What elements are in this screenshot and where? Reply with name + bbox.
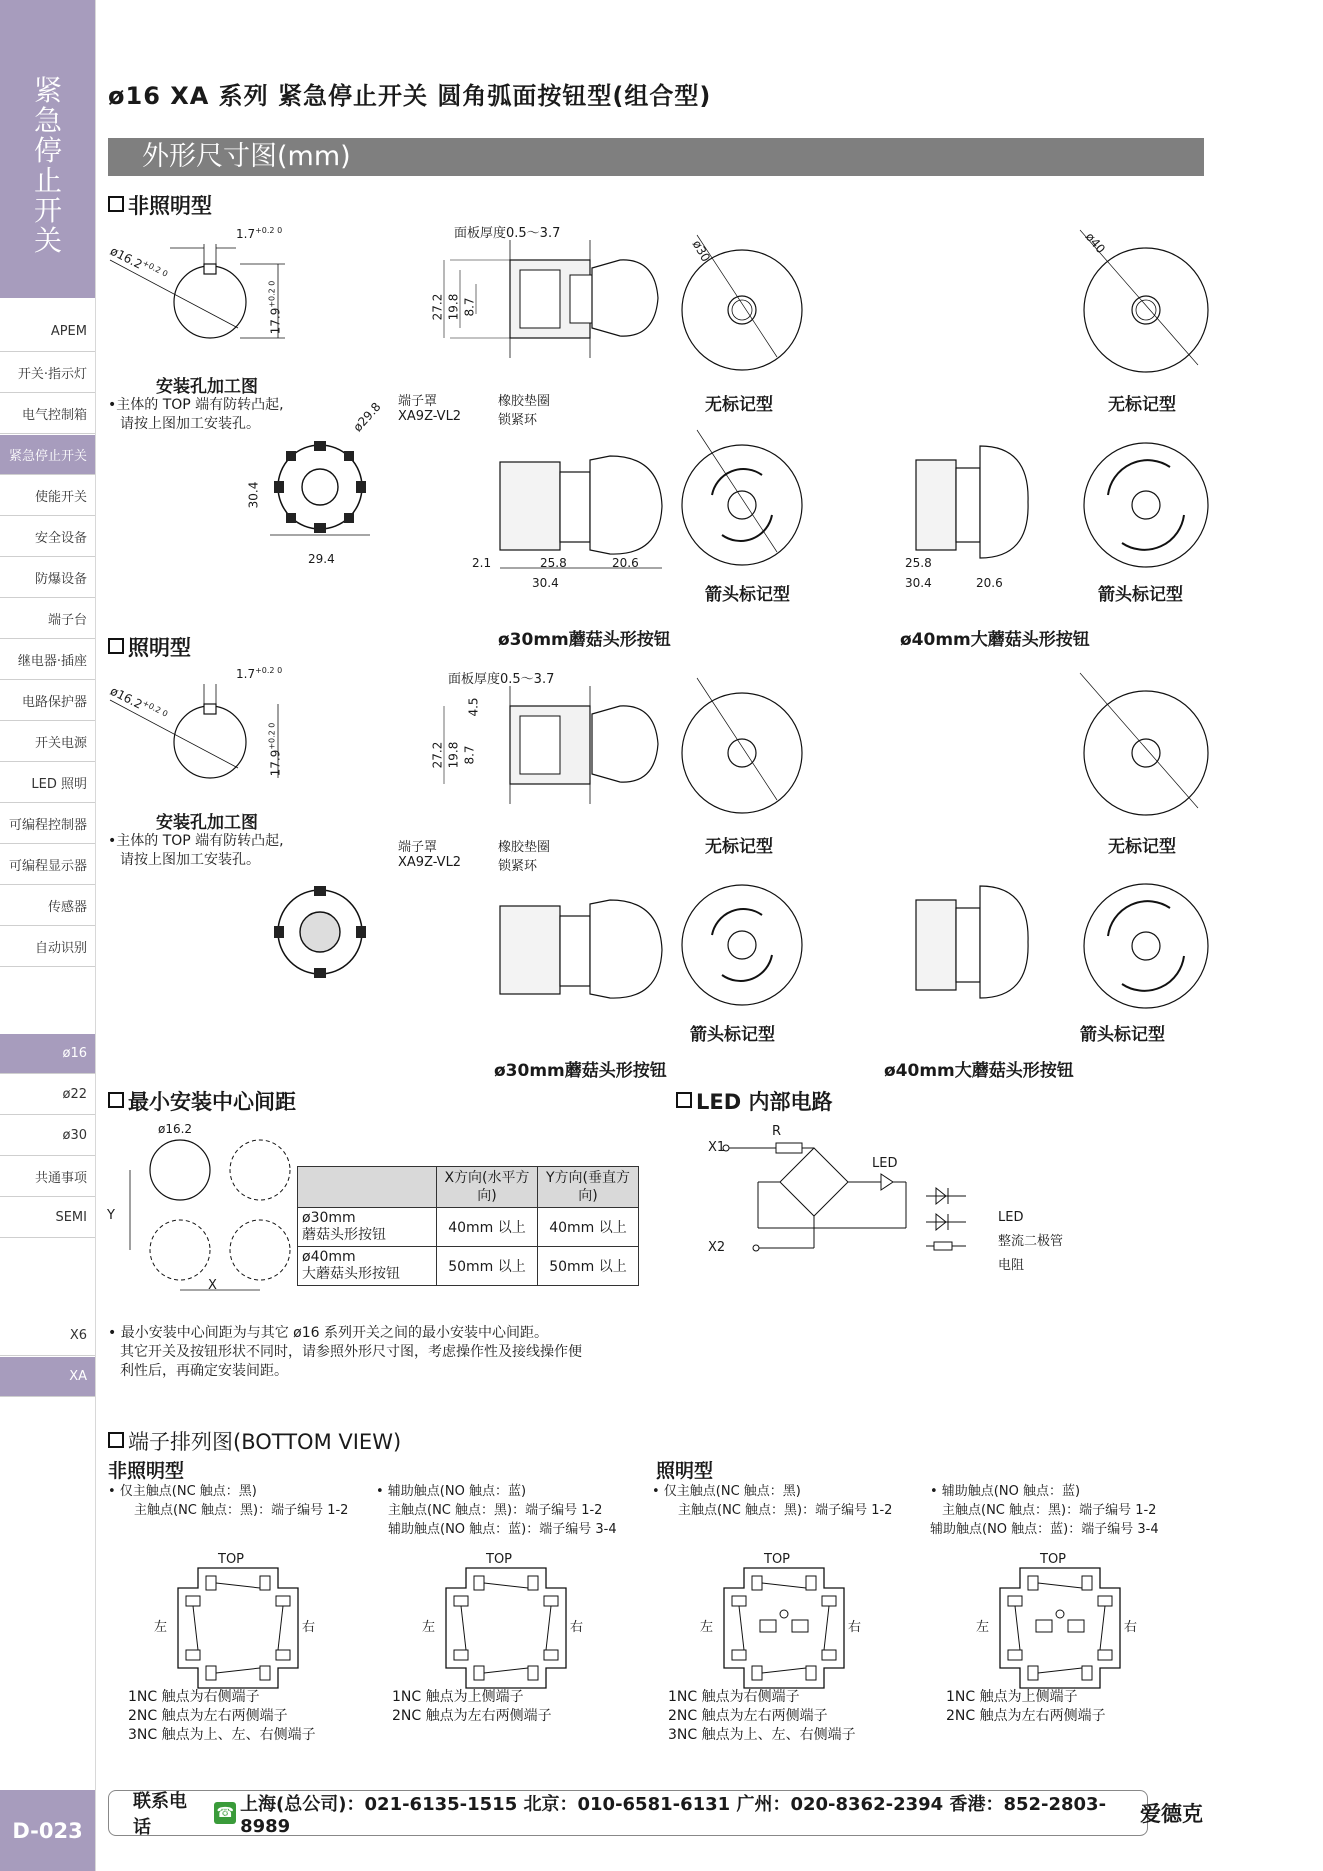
dim-illum-side-0: 4.5 [466, 697, 481, 717]
sidebar-item[interactable]: 传感器 [0, 886, 95, 926]
dim-hole-height: $17.9^{+0.2 0}$ [267, 280, 283, 335]
page-number: D-023 [0, 1790, 95, 1871]
sidebar-item[interactable]: 紧急停止开关 [0, 435, 95, 475]
terminal-notes-3: 1NC 触点为右侧端子 2NC 触点为左右两侧端子 3NC 触点为上、左、右侧端子 [668, 1689, 856, 1743]
terminal-right-label: 右 [570, 1620, 584, 1635]
spacing-x-label: X [208, 1278, 217, 1293]
sidebar-item[interactable]: 电路保护器 [0, 681, 95, 721]
panel-thickness-illum: 面板厚度0.5〜3.7 [448, 672, 555, 687]
terminal-notes-4: 1NC 触点为上侧端子 2NC 触点为左右两侧端子 [946, 1689, 1106, 1724]
sidebar-item[interactable]: 安全设备 [0, 517, 95, 557]
dim-40-len-3: 20.6 [976, 576, 1003, 590]
sidebar-item[interactable]: 自动识别 [0, 927, 95, 967]
dim-hole-height-illum: $17.9^{+0.2 0}$ [267, 722, 283, 777]
section-bar: 外形尺寸图(mm) [108, 138, 1204, 176]
heading-terminal: 端子排列图(BOTTOM VIEW) [108, 1426, 401, 1456]
sidebar-item[interactable]: 开关电源 [0, 722, 95, 762]
terminal-desc-2: • 辅助触点(NO 触点：蓝) 主触点(NC 触点：黑)：端子编号 1-2 辅助触点(NO 触点：蓝)：端子编号 3-4 [376, 1484, 617, 1537]
table-row: ø40mm 大蘑菇头形按钮 50mm 以上 50mm 以上 [298, 1247, 639, 1286]
terminal-right-label: 右 [1124, 1620, 1138, 1635]
panel-thickness: 面板厚度0.5〜3.7 [454, 226, 561, 241]
dim-illum-side-1: 27.2 [430, 741, 445, 769]
sidebar-series-item[interactable]: X6 [0, 1316, 95, 1356]
sidebar-item[interactable]: 可编程控制器 [0, 804, 95, 844]
label-arrow-mark-30: 箭头标记型 [705, 585, 790, 605]
spacing-table [297, 1166, 639, 1286]
circuit-r: R [772, 1124, 782, 1139]
sidebar-size-item[interactable]: 共通事项 [0, 1157, 95, 1197]
dim-side-1: 27.2 [430, 293, 445, 321]
sidebar-category-title: 紧急停止开关 [33, 74, 62, 257]
hole-caption-illum: 安装孔加工图 [156, 813, 258, 833]
dim-d40: ø40 [1082, 229, 1108, 257]
led-circuit-diagram [706, 1128, 1006, 1278]
button-40-arrow-mark [1068, 425, 1228, 585]
dim-illum-side-2: 19.8 [446, 741, 461, 769]
button-30-no-mark [692, 245, 832, 385]
terminal-desc-4: • 辅助触点(NO 触点：蓝) 主触点(NC 触点：黑)：端子编号 1-2 辅助触点(NO 触点：蓝)：端子编号 3-4 [930, 1484, 1159, 1537]
sidebar-item[interactable]: 使能开关 [0, 476, 95, 516]
terminal-desc-3: • 仅主触点(NC 触点：黑) 主触点(NC 触点：黑)：端子编号 1-2 [652, 1484, 893, 1518]
caption-40-illum: ø40mm大蘑菇头形按钮 [884, 1061, 1074, 1081]
terminal-notes-1: 1NC 触点为右侧端子 2NC 触点为左右两侧端子 3NC 触点为上、左、右侧端子 [128, 1689, 316, 1743]
sidebar-series-item[interactable]: XA [0, 1357, 95, 1397]
sidebar-size-item[interactable]: ø16 [0, 1034, 95, 1074]
dim-slot-width-illum: $1.7^{+0.2 0}$ [236, 666, 283, 681]
sidebar-item[interactable]: 防爆设备 [0, 558, 95, 598]
heading-illuminated: 照明型 [108, 632, 191, 662]
label-no-mark-40: 无标记型 [1108, 395, 1176, 415]
heading-led-circuit: LED 内部电路 [676, 1086, 832, 1116]
terminal-left-label: 左 [976, 1620, 990, 1635]
dim-len-3: 20.6 [612, 556, 639, 570]
dim-len-1: 2.1 [472, 556, 492, 570]
dim-hole-diameter: $ø16.2^{+0.2 0}$ [107, 243, 170, 279]
table-row: ø30mm 蘑菇头形按钮 40mm 以上 40mm 以上 [298, 1208, 639, 1247]
switch-30-side [470, 450, 670, 590]
heading-min-spacing: 最小安装中心间距 [108, 1086, 296, 1116]
terminal-right-label: 右 [302, 1620, 316, 1635]
terminal-top-label: TOP [1040, 1552, 1067, 1567]
switch-body-front [270, 435, 400, 555]
dim-body-d: ø29.8 [350, 399, 384, 435]
callout-gasket: 橡胶垫圈 锁紧环 [498, 394, 551, 428]
terminal-diagram [724, 1568, 844, 1688]
terminal-non-illum: 非照明型 [108, 1460, 185, 1482]
button-30-arrow-mark-illum [692, 880, 832, 1020]
circuit-x1: X1 [708, 1140, 726, 1155]
footer-label: 联系电话 [133, 1791, 187, 1838]
dim-illum-side-3: 8.7 [462, 745, 477, 765]
dim-hole-diameter-illum: $ø16.2^{+0.2 0}$ [107, 683, 170, 719]
label-arrow-mark-40-illum: 箭头标记型 [1080, 1025, 1165, 1045]
terminal-top-label: TOP [486, 1552, 513, 1567]
switch-body-front-illum [270, 880, 400, 1000]
spacing-d-label: ø16.2 [158, 1122, 193, 1136]
terminal-left-label: 左 [700, 1620, 714, 1635]
sidebar [0, 0, 96, 1871]
switch-40-side-illum [900, 880, 1040, 1030]
circuit-legend: LED 整流二极管 电阻 [998, 1210, 1064, 1273]
brand-logo: 爱德克 [1140, 1802, 1203, 1826]
sidebar-item[interactable]: LED 照明 [0, 763, 95, 803]
caption-40-non: ø40mm大蘑菇头形按钮 [900, 630, 1090, 650]
terminal-diagram [1000, 1568, 1120, 1688]
terminal-diagram [178, 1568, 298, 1688]
terminal-left-label: 左 [154, 1620, 168, 1635]
terminal-illum: 照明型 [656, 1460, 714, 1482]
terminal-diagram [446, 1568, 566, 1688]
switch-30-side-illum [470, 894, 670, 1034]
phone-icon: ☎ [214, 1802, 236, 1824]
button-30-no-mark-illum [692, 688, 832, 828]
dim-side-2: 19.8 [446, 293, 461, 321]
table-header [298, 1167, 437, 1208]
dim-d30: ø30 [689, 237, 714, 265]
callout-terminal-cover: 端子罩 XA9Z-VL2 [398, 394, 462, 424]
dim-body-h: 30.4 [246, 481, 261, 509]
label-no-mark-30-illum: 无标记型 [705, 837, 773, 857]
hole-caption: 安装孔加工图 [156, 377, 258, 397]
sidebar-category [0, 0, 95, 298]
button-30-arrow-mark [692, 440, 832, 580]
dim-body-w: 29.4 [308, 552, 335, 566]
hole-note: •主体的 TOP 端有防转凸起, 请按上图加工安装孔。 [108, 397, 284, 432]
terminal-notes-2: 1NC 触点为上侧端子 2NC 触点为左右两侧端子 [392, 1689, 552, 1724]
sidebar-size-item[interactable]: ø30 [0, 1116, 95, 1156]
button-40-arrow-mark-illum [1068, 866, 1228, 1026]
label-arrow-mark-30-illum: 箭头标记型 [690, 1025, 775, 1045]
caption-30-non: ø30mm蘑菇头形按钮 [498, 630, 671, 650]
terminal-right-label: 右 [848, 1620, 862, 1635]
circuit-x2: X2 [708, 1240, 726, 1255]
spacing-y-label: Y [107, 1208, 115, 1223]
sidebar-item[interactable]: 可编程显示器 [0, 845, 95, 885]
label-no-mark-30: 无标记型 [705, 395, 773, 415]
callout-gasket-illum: 橡胶垫圈 锁紧环 [498, 840, 551, 874]
dim-side-3: 8.7 [462, 297, 477, 317]
circuit-led: LED [872, 1156, 898, 1171]
footer-contact [108, 1790, 1148, 1836]
sidebar-size-item[interactable]: ø22 [0, 1075, 95, 1115]
spacing-note: • 最小安装中心间距为与其它 ø16 系列开关之间的最小安装中心间距。 其它开关及按钮形状不同时，请参照外形尺寸图，考虑操作性及接线操作便 利性后，再确定安装间距。 [108, 1325, 582, 1379]
sidebar-item[interactable]: 开关·指示灯 [0, 353, 95, 393]
caption-30-illum: ø30mm蘑菇头形按钮 [494, 1061, 667, 1081]
dim-len-2: 25.8 [540, 556, 567, 570]
sidebar-item[interactable]: APEM [0, 312, 95, 352]
label-no-mark-40-illum: 无标记型 [1108, 837, 1176, 857]
dim-40-len-2: 30.4 [905, 576, 932, 590]
sidebar-item[interactable]: 继电器·插座 [0, 640, 95, 680]
dim-slot-width: $1.7^{+0.2 0}$ [236, 226, 283, 241]
sidebar-item[interactable]: 电气控制箱 [0, 394, 95, 434]
table-header: Y方向(垂直方向) [538, 1167, 639, 1208]
hole-note-illum: •主体的 TOP 端有防转凸起, 请按上图加工安装孔。 [108, 833, 284, 868]
button-40-no-mark-illum [1068, 668, 1228, 828]
terminal-left-label: 左 [422, 1620, 436, 1635]
table-header: X方向(水平方向) [437, 1167, 538, 1208]
dim-len-4: 30.4 [532, 576, 559, 590]
sidebar-item[interactable]: 端子台 [0, 599, 95, 639]
terminal-top-label: TOP [764, 1552, 791, 1567]
heading-non-illuminated: 非照明型 [108, 190, 212, 220]
sidebar-size-item[interactable]: SEMI [0, 1198, 95, 1238]
dim-40-len-1: 25.8 [905, 556, 932, 570]
page-title: ø16 XA 系列 紧急停止开关 圆角弧面按钮型(组合型) [108, 82, 712, 110]
callout-terminal-cover-illum: 端子罩 XA9Z-VL2 [398, 840, 462, 870]
label-arrow-mark-40: 箭头标记型 [1098, 585, 1183, 605]
footer-contacts: 上海(总公司)：021-6135-1515 北京：010-6581-6131 广州：020-8362-2394 香港：852-2803-8989 [240, 1793, 1107, 1837]
terminal-desc-1: • 仅主触点(NC 触点：黑) 主触点(NC 触点：黑)：端子编号 1-2 [108, 1484, 349, 1518]
spacing-diagram [100, 1120, 300, 1300]
terminal-top-label: TOP [218, 1552, 245, 1567]
